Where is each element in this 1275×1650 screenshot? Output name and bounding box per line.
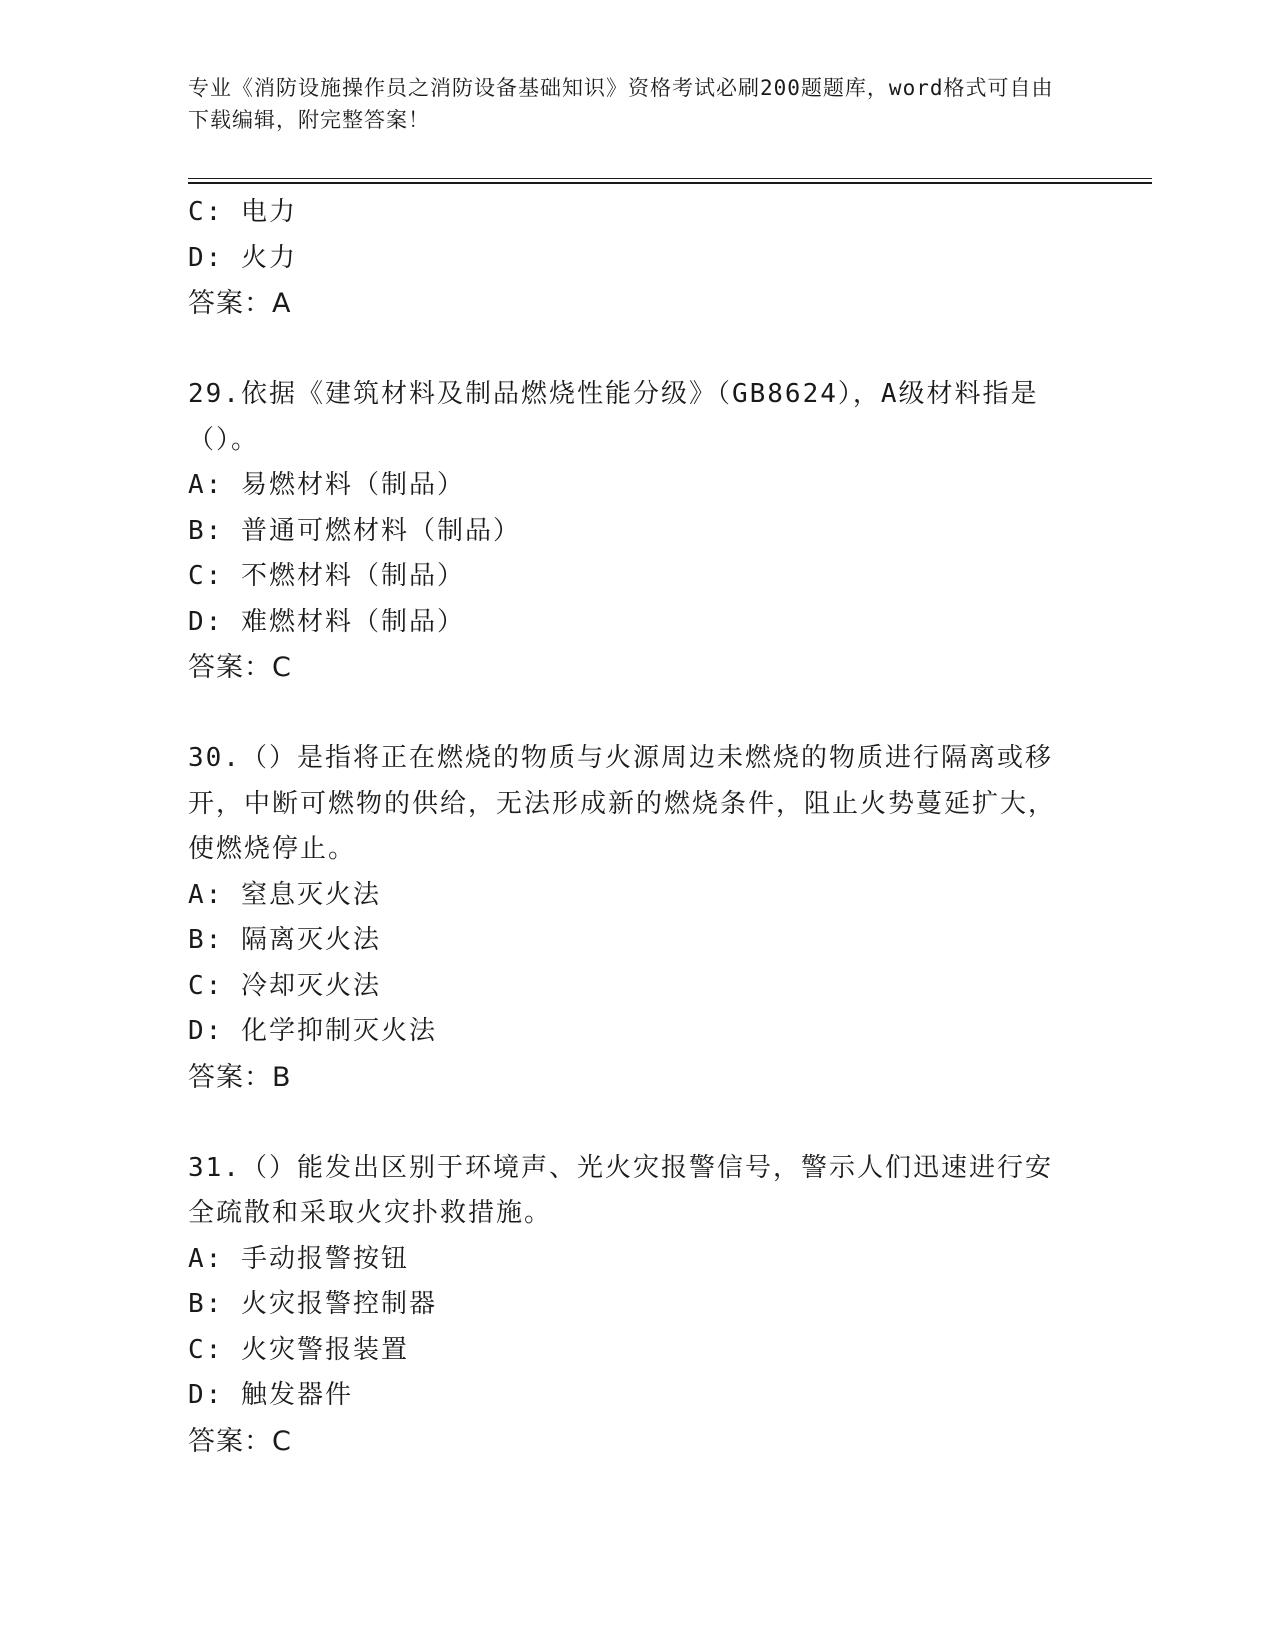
header-rule-thick [188, 182, 1152, 184]
question-text: 29.依据《建筑材料及制品燃烧性能分级》（GB8624），A级材料指是（）。 [188, 379, 1039, 455]
question-text: 31.（）能发出区别于环境声、光火灾报警信号，警示人们迅速进行安全疏散和采取火灾扑救措施。 [188, 1152, 1053, 1228]
answer: 答案：A [188, 288, 292, 319]
option-d: D: 触发器件 [188, 1380, 353, 1410]
question-text: 30.（）是指将正在燃烧的物质与火源周边未燃烧的物质进行隔离或移开，中断可燃物的供给，无法形成新的燃烧条件，阻止火势蔓延扩大，使燃烧停止。 [188, 743, 1057, 864]
option-d: D: 难燃材料（制品） [188, 606, 465, 637]
option-c: C: 不燃材料（制品） [188, 561, 465, 591]
question-31 [188, 1146, 1078, 1465]
option-b: B: 火灾报警控制器 [188, 1289, 437, 1319]
question-list [188, 190, 1078, 1464]
option-a: A: 易燃材料（制品） [188, 470, 465, 500]
option-c: C: 火灾警报装置 [188, 1334, 409, 1365]
option-a: A: 窒息灭火法 [188, 879, 381, 910]
answer: 答案：C [188, 652, 292, 683]
continued-question [188, 190, 1078, 327]
option-c: C: 电力 [188, 197, 297, 227]
question-30 [188, 736, 1078, 1100]
document-header: 专业《消防设施操作员之消防设备基础知识》资格考试必刷200题题库，word格式可自由下载编辑，附完整答案！ [188, 76, 1054, 132]
option-d: D: 火力 [188, 242, 297, 273]
answer: 答案：C [188, 1425, 292, 1457]
option-b: B: 普通可燃材料（制品） [188, 515, 521, 546]
option-c: C: 冷却灭火法 [188, 970, 381, 1001]
option-d: D: 化学抑制灭火法 [188, 1016, 437, 1046]
option-a: A: 手动报警按钮 [188, 1243, 409, 1274]
answer: 答案：B [188, 1061, 292, 1093]
option-b: B: 隔离灭火法 [188, 925, 381, 955]
question-29 [188, 372, 1078, 691]
header-rule-thin [188, 178, 1152, 179]
